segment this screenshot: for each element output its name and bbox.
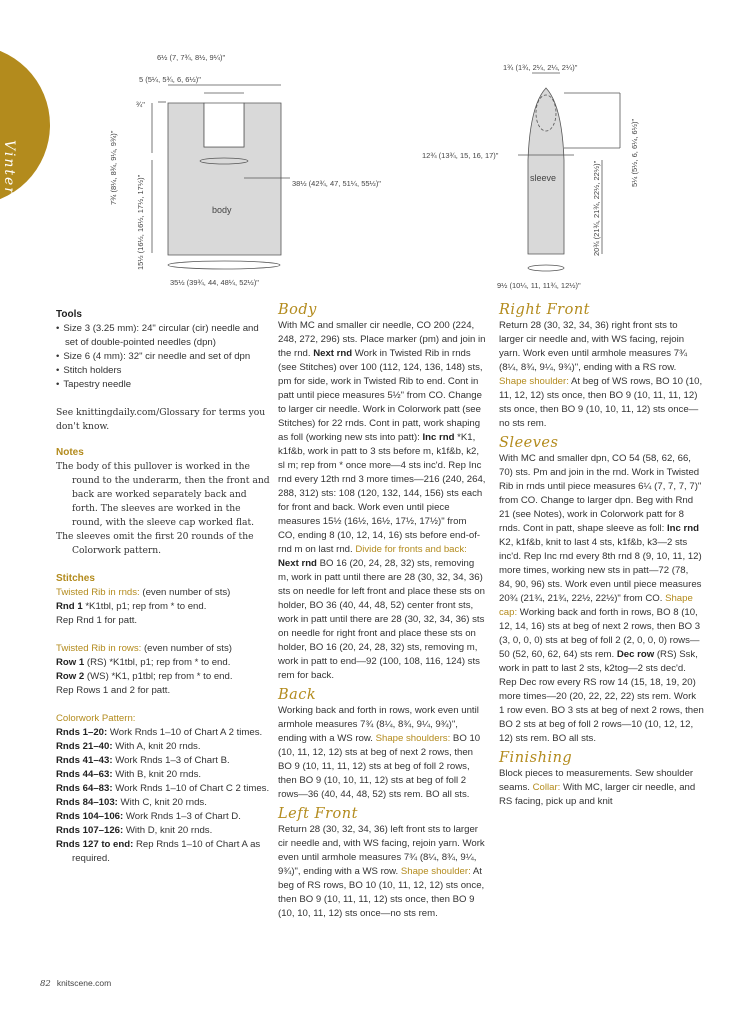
finishing-text: Block pieces to measurements. Sew shoulder seams. Collar: With MC, larger cir needle, and RS facing, pick up and knit bbox=[499, 768, 696, 807]
sleeves-text: With MC and smaller dpn, CO 54 (58, 62, 66, 70) sts. Pm and join in the rnd. Work in Twisted Rib in rnds until piece measures 6¼ (7, 7, 7, 7)" from CO. Change to larger dpn. Beg with Rnd 21 (see Notes), work in Colorwork patt for 8 rnds. Cont in patt, shape sleeve as foll: Inc rnd K2, k1f&b, knit to last 4 sts, k1f&b, k3—2 sts inc'd. Rep Inc rnd every 8th rnd 8 (9, 10, 11, 12) more times, working new sts in patt—72 (78, 84, 90, 96) sts. Work even until piece measures 20¾ (21¾, 21¾, 22½, 22½)" from CO. Shape cap: Working back and forth in rows, BO 8 (10, 12, 14, 16) sts at beg of next 2 rows, then BO 3 (3, 0, 0, 0) sts at beg of foll 2 (2, 0, 0, 0) rows—50 (52, 60, 62, 64) sts rem. Dec row (RS) Ssk, work in patt to last 2 sts, k2tog—2 sts dec'd. Rep Dec row every RS row 14 (15, 18, 19, 20) more times—20 (20, 22, 22, 22) sts rem. Work 1 row even. BO 3 sts at beg of next 2 rows, then BO 2 sts at beg of foll 2 rows—10 (10, 12, 12, 12) sts rem. BO all sts. bbox=[499, 453, 704, 744]
dim-sleeve-top: 1¾ (1¾, 2¼, 2¼, 2¼)" bbox=[503, 63, 578, 72]
dim-body-bottom: 35½ (39¾, 44, 48¼, 52½)" bbox=[170, 278, 259, 287]
page-number: 82 bbox=[40, 979, 51, 989]
column-3 bbox=[499, 302, 704, 809]
row1-text: (RS) *K1tbl, p1; rep from * to end. bbox=[84, 657, 231, 668]
body-label: body bbox=[212, 205, 232, 215]
schematic-diagram bbox=[0, 0, 750, 300]
twisted-rib-rnd1-label: Rnd 1 bbox=[56, 601, 83, 612]
tools-title: Tools bbox=[56, 309, 82, 320]
back-text: Working back and forth in rows, work even until armhole measures 7¾ (8¼, 8¾, 9¼, 9¾)", ending with a WS row. Shape shoulders: BO 10 (10, 11, 12, 12) sts at beg of next 2 rows, then BO 9 (10, 11, 11, 12) sts at beg of foll 2 rows, then BO 9 (10, 10, 11, 12) sts at beg of foll 2 rows—36 (40, 44, 48, 52) sts rem. BO all sts. bbox=[278, 705, 481, 800]
colorwork-title: Colorwork Pattern: bbox=[56, 713, 136, 724]
row1-label: Row 1 bbox=[56, 657, 85, 668]
tool-item: • Tapestry needle bbox=[56, 378, 271, 392]
sleeve-label: sleeve bbox=[530, 173, 557, 183]
back-title: Back bbox=[278, 687, 317, 703]
row2-text: (WS) *K1, p1tbl; rep from * to end. bbox=[84, 671, 233, 682]
colorwork-step: Rnds 41–43: Work Rnds 1–3 of Chart B. bbox=[56, 755, 230, 766]
page-footer bbox=[40, 978, 111, 989]
twisted-rib-rnds-repeat: Rep Rnd 1 for patt. bbox=[56, 615, 138, 626]
tool-item: • Size 6 (4 mm): 32" cir needle and set of dpn bbox=[56, 350, 271, 364]
notes-title: Notes bbox=[56, 447, 84, 458]
stitches-title: Stitches bbox=[56, 573, 95, 584]
finishing-title: Finishing bbox=[499, 750, 573, 766]
column-2 bbox=[278, 302, 486, 921]
dim-sleeve-bottom: 9½ (10¼, 11, 11¾, 12½)" bbox=[497, 281, 581, 290]
colorwork-step: Rnds 104–106: Work Rnds 1–3 of Chart D. bbox=[56, 811, 241, 822]
body-title: Body bbox=[278, 302, 317, 318]
twisted-rib-rows-note: (even number of sts) bbox=[141, 643, 232, 654]
sleeve-outline bbox=[528, 88, 564, 254]
column-1 bbox=[56, 305, 271, 866]
colorwork-step: Rnds 64–83: Work Rnds 1–10 of Chart C 2 times. bbox=[56, 783, 270, 794]
colorwork-step: Rnds 44–63: With B, knit 20 rnds. bbox=[56, 769, 202, 780]
dim-sleeve-cap: 5¼ (5½, 6, 6¼, 6½)" bbox=[630, 118, 639, 187]
left-front-text: Return 28 (30, 32, 34, 36) left front sts to larger cir needle and, with WS facing, rejoin yarn. Work even until armhole measures 7¾ (8¼, 8¾, 9¼, 9¾)", ending with a WS row. Shape shoulder: At beg of RS rows, BO 10 (10, 11, 12, 12) sts once, then BO 9 (10, 11, 11, 12) sts once, then BO 9 (10, 10, 11, 12) sts once—no sts rem. bbox=[278, 824, 485, 919]
colorwork-step: Rnds 1–20: Work Rnds 1–10 of Chart A 2 times. bbox=[56, 727, 263, 738]
colorwork-step: Rnds 21–40: With A, knit 20 rnds. bbox=[56, 741, 201, 752]
twisted-rib-rnds-note: (even number of sts) bbox=[139, 587, 231, 598]
dim-body-armhole: 7¾ (8¼, 8¾, 9¼, 9¾)" bbox=[109, 130, 118, 205]
twisted-rib-rows-title: Twisted Rib in rows: bbox=[56, 643, 142, 654]
dim-body-neck: 5 (5¼, 5¾, 6, 6½)" bbox=[139, 75, 201, 84]
dim-body-length: 15½ (16½, 16½, 17½, 17½)" bbox=[136, 174, 145, 270]
colorwork-step: Rnds 127 to end: Rep Rnds 1–10 of Chart A as required. bbox=[56, 839, 261, 864]
twisted-rib-rnds-title: Twisted Rib in rnds: bbox=[56, 587, 140, 598]
section-tab-word: Vinter bbox=[1, 140, 17, 196]
tools-list bbox=[56, 322, 271, 392]
body-text: With MC and smaller cir needle, CO 200 (224, 248, 272, 296) sts. Place marker (pm) and join in the rnd. Next rnd Work in Twisted Rib in rnds (see Stitches) over 100 (112, 124, 136, 148) sts, pm for side, work in Twisted Rib to end. Cont in patt until piece measures 5½" from CO. Change to larger cir needle. Work in Colorwork patt (see Stitches) for 22 rnds. Cont in patt, work shaping as foll (working new sts into patt): Inc rnd *K1, k1f&b, work in patt to 3 sts before m, k1f&b, k2, sl m; rep from * once more—4 sts inc'd. Rep Inc rnd every 12th rnd 3 more times—216 (240, 264, 288, 312) sts: 108 (120, 132, 144, 156) sts each for front and back. Work even until piece measures 15½ (16½, 16½, 17½, 17½)" from CO, ending 8 (10, 12, 14, 16) sts before end-of-rnd m on last rnd. Divide for fronts and back: Next rnd BO 16 (20, 24, 28, 32) sts, removing m, work in patt until there are 28 (30, 32, 34, 36) sts on needle for left front and place these sts on holder, BO 36 (40, 44, 48, 52) center front sts, work in patt until there are 28 (30, 32, 34, 36) sts on needle for right front and place these sts on holder, BO 16 (20, 24, 28, 32) sts, removing m, work in patt to end—92 (100, 108, 116, 124) sts rem for back. bbox=[278, 320, 486, 681]
sleeves-title: Sleeves bbox=[499, 435, 559, 451]
glossary-note: See knittingdaily.com/Glossary for terms you don't know. bbox=[56, 407, 266, 432]
tool-item: • Stitch holders bbox=[56, 364, 271, 378]
footer-site: knitscene.com bbox=[56, 978, 112, 988]
notes-p2: The sleeves omit the first 20 rounds of the Colorwork pattern. bbox=[56, 531, 254, 556]
dim-body-top: 6½ (7, 7¾, 8½, 9¼)" bbox=[157, 53, 226, 62]
dim-body-circ: 38½ (42¾, 47, 51¼, 55½)" bbox=[292, 179, 381, 188]
notes-p1: The body of this pullover is worked in the round to the underarm, then the front and back are worked separately back and forth. The sleeves are worked in the round, with the sleeve cap worked flat. bbox=[56, 461, 270, 528]
colorwork-step: Rnds 107–126: With D, knit 20 rnds. bbox=[56, 825, 213, 836]
left-front-title: Left Front bbox=[278, 806, 358, 822]
rows-repeat: Rep Rows 1 and 2 for patt. bbox=[56, 685, 171, 696]
dim-sleeve-length: 20¾ (21¾, 21¾, 22½, 22½)" bbox=[592, 160, 601, 256]
colorwork-step: Rnds 84–103: With C, knit 20 rnds. bbox=[56, 797, 207, 808]
right-front-title: Right Front bbox=[499, 302, 590, 318]
right-front-text: Return 28 (30, 32, 34, 36) right front sts to larger cir needle and, with WS facing, rejoin yarn. Work even until armhole measures 7¾ (8¼, 8¾, 9¼, 9¾)", ending with a RS row. Shape shoulder: At beg of WS rows, BO 10 (10, 11, 12, 12) sts once, then BO 9 (10, 11, 11, 12) sts once, then BO 9 (10, 10, 11, 12) sts once—no sts rem. bbox=[499, 320, 703, 429]
twisted-rib-rnd1: *K1tbl, p1; rep from * to end. bbox=[82, 601, 207, 612]
dim-sleeve-upper: 12¾ (13¾, 15, 16, 17)" bbox=[422, 151, 499, 160]
row2-label: Row 2 bbox=[56, 671, 85, 682]
tool-item: • Size 3 (3.25 mm): 24" circular (cir) needle and set of double-pointed needles (dpn) bbox=[56, 322, 271, 350]
dim-body-shoulder: ¾" bbox=[136, 100, 145, 109]
